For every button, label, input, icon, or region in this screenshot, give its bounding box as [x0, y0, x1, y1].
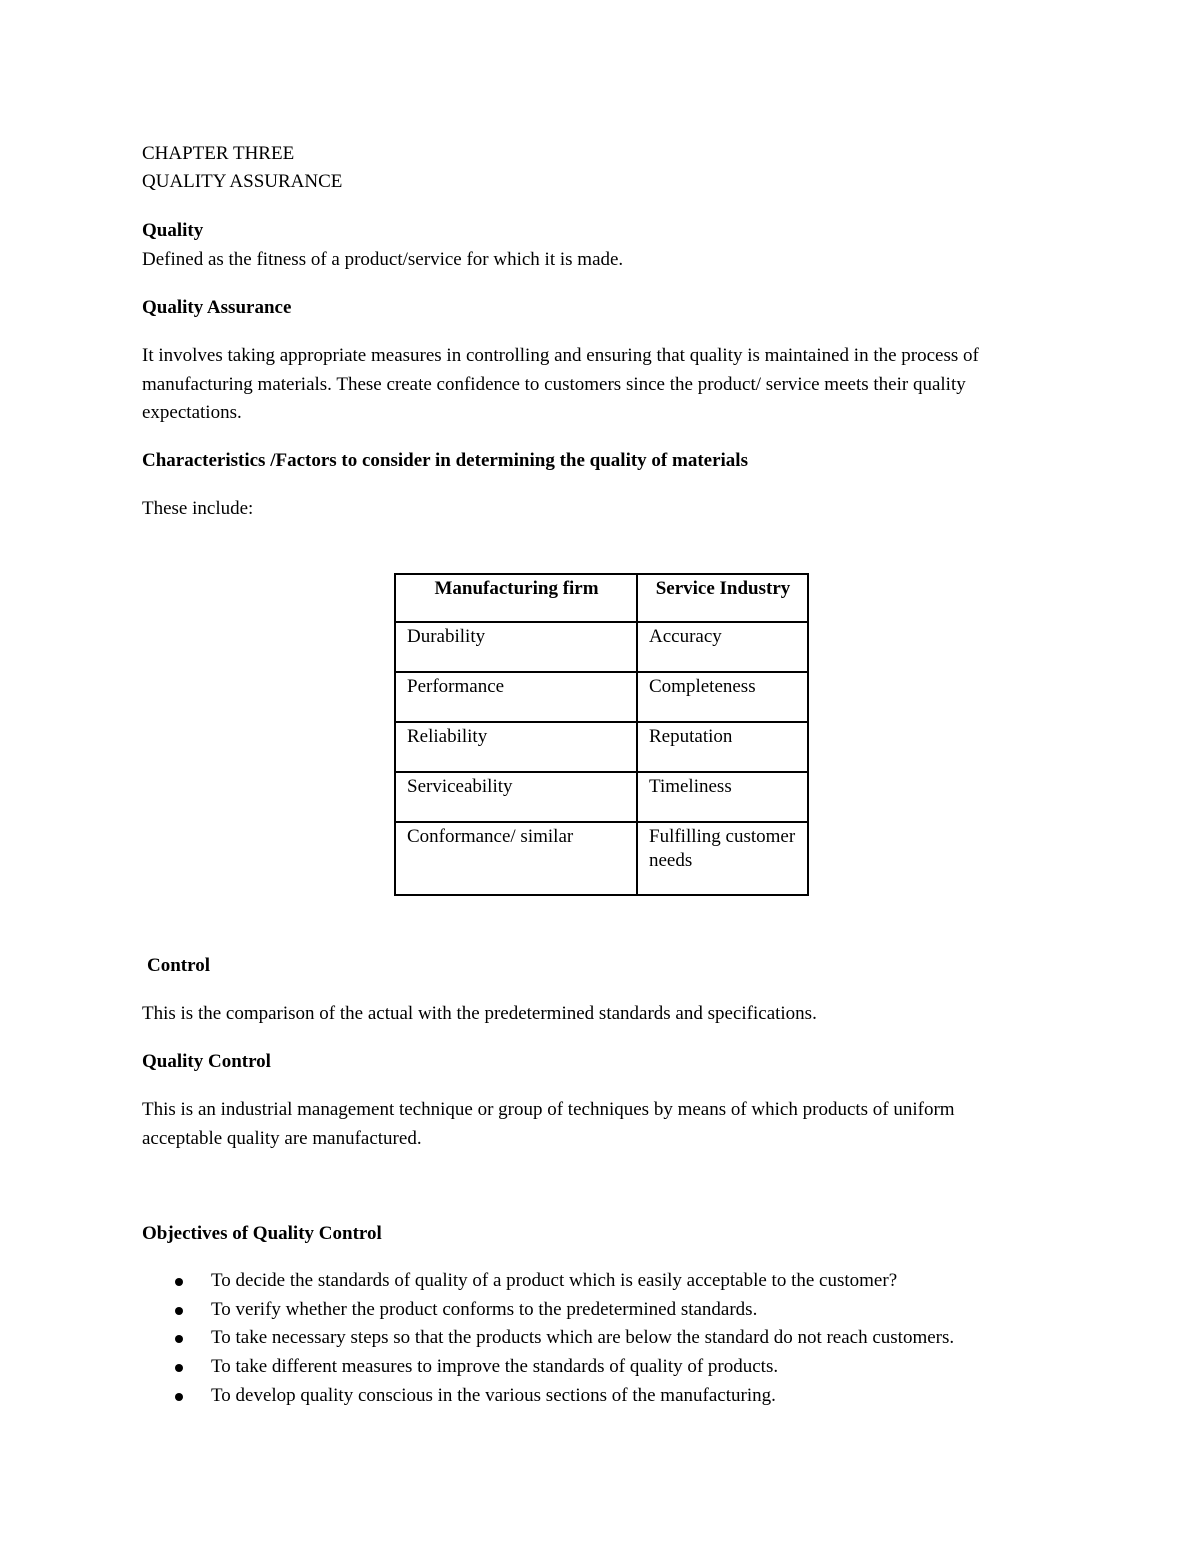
table-cell: Performance	[395, 672, 637, 722]
table-cell: Conformance/ similar	[395, 822, 637, 895]
characteristics-heading: Characteristics /Factors to consider in determining the quality of materials	[142, 450, 748, 471]
control-heading: Control	[147, 955, 210, 976]
quality-heading: Quality	[142, 220, 204, 241]
objective-text: To develop quality conscious in the various sections of the manufacturing.	[211, 1384, 776, 1406]
list-item	[142, 1353, 1142, 1382]
quality-control-heading: Quality Control	[142, 1051, 271, 1072]
table-row	[395, 622, 808, 672]
table-header-service: Service Industry	[637, 574, 808, 622]
table-row	[395, 672, 808, 722]
chapter-number-title: CHAPTER THREE	[142, 143, 295, 164]
quality-assurance-heading: Quality Assurance	[142, 297, 292, 318]
bullet-icon	[175, 1393, 183, 1401]
table-cell: Completeness	[637, 672, 808, 722]
bullet-icon	[175, 1364, 183, 1372]
bullet-icon	[175, 1335, 183, 1343]
table-cell: Serviceability	[395, 772, 637, 822]
characteristics-intro: These include:	[142, 498, 254, 519]
bullet-icon	[175, 1278, 183, 1286]
objectives-list	[142, 1267, 1142, 1411]
table-row	[395, 772, 808, 822]
table-row	[395, 822, 808, 895]
quality-control-paragraph: This is an industrial management technique or group of techniques by means of which products of uniform acceptable quality are manufactured.	[142, 1099, 955, 1149]
table-cell: Reliability	[395, 722, 637, 772]
objective-text: To verify whether the product conforms to the predetermined standards.	[211, 1298, 758, 1320]
quality-assurance-paragraph: It involves taking appropriate measures in controlling and ensuring that quality is maintained in the process of manufacturing materials. These create confidence to customers since the product/ service meets their quality expectations.	[142, 345, 979, 423]
bullet-icon	[175, 1307, 183, 1315]
table-header-row	[395, 574, 808, 622]
list-item	[142, 1296, 1142, 1325]
objective-text: To take necessary steps so that the products which are below the standard do not reach customers.	[211, 1327, 955, 1349]
objective-text: To take different measures to improve the standards of quality of products.	[211, 1356, 779, 1378]
objective-text: To decide the standards of quality of a product which is easily acceptable to the customer?	[211, 1270, 898, 1291]
list-item	[142, 1267, 1142, 1296]
list-item	[142, 1382, 1142, 1411]
list-item	[142, 1324, 1142, 1353]
quality-factors-table	[394, 573, 809, 896]
control-paragraph: This is the comparison of the actual with the predetermined standards and specifications.	[142, 1003, 817, 1024]
table-cell: Timeliness	[637, 772, 808, 822]
table-cell: Accuracy	[637, 622, 808, 672]
table-row	[395, 722, 808, 772]
table-cell: Durability	[395, 622, 637, 672]
chapter-title: QUALITY ASSURANCE	[142, 171, 343, 192]
table-cell: Fulfilling customer needs	[637, 822, 808, 895]
quality-definition: Defined as the fitness of a product/service for which it is made.	[142, 249, 624, 270]
table-cell: Reputation	[637, 722, 808, 772]
objectives-heading: Objectives of Quality Control	[142, 1223, 382, 1244]
table-header-manufacturing: Manufacturing firm	[395, 574, 637, 622]
